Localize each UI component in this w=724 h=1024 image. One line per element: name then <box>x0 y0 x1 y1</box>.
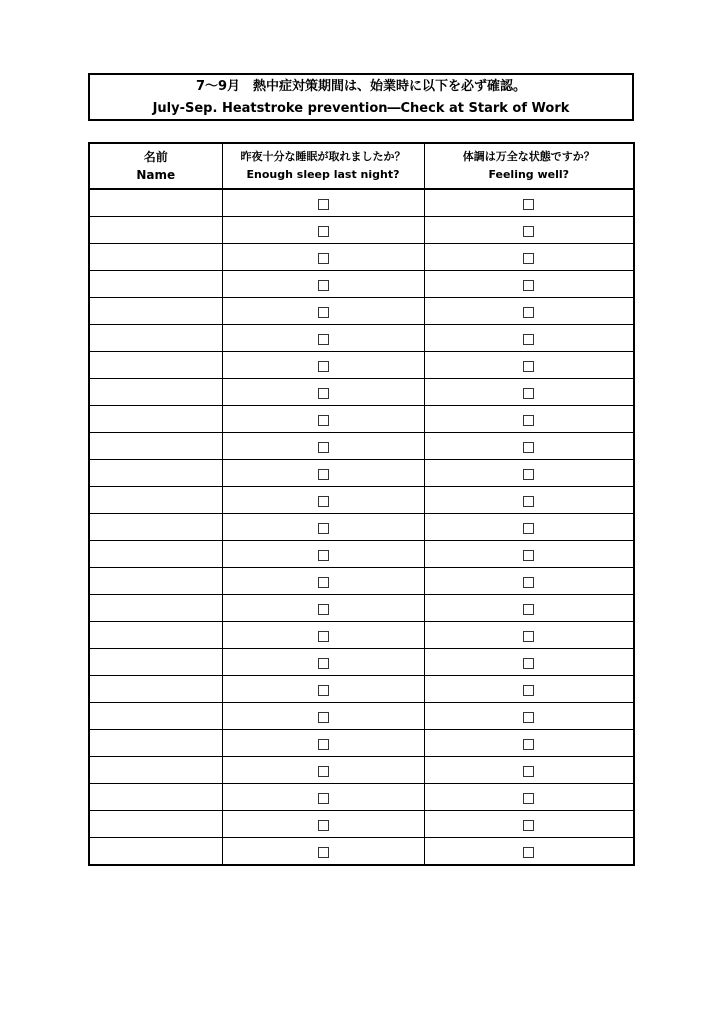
table-row <box>89 189 634 217</box>
feeling-checkbox[interactable] <box>523 307 534 318</box>
sleep-checkbox[interactable] <box>318 253 329 264</box>
sleep-checkbox[interactable] <box>318 496 329 507</box>
feeling-checkbox-cell <box>424 703 634 730</box>
table-row <box>89 244 634 271</box>
table-row <box>89 811 634 838</box>
name-cell[interactable] <box>89 460 222 487</box>
table-row <box>89 730 634 757</box>
table-row <box>89 568 634 595</box>
feeling-checkbox-cell <box>424 514 634 541</box>
table-row <box>89 703 634 730</box>
name-cell[interactable] <box>89 217 222 244</box>
table-row <box>89 622 634 649</box>
name-cell[interactable] <box>89 271 222 298</box>
sleep-checkbox-cell <box>222 189 424 217</box>
feeling-checkbox[interactable] <box>523 442 534 453</box>
column-header-sleep <box>222 143 424 189</box>
table-row <box>89 838 634 866</box>
feeling-checkbox-cell <box>424 325 634 352</box>
feeling-checkbox-cell <box>424 217 634 244</box>
sleep-checkbox-cell <box>222 298 424 325</box>
sleep-checkbox[interactable] <box>318 199 329 210</box>
sleep-checkbox[interactable] <box>318 820 329 831</box>
table-row <box>89 298 634 325</box>
column-header-sleep-ja: 昨夜十分な睡眠が取れましたか？ <box>240 150 406 163</box>
sleep-checkbox[interactable] <box>318 523 329 534</box>
table-row <box>89 514 634 541</box>
table-header-row <box>89 143 634 189</box>
feeling-checkbox[interactable] <box>523 226 534 237</box>
sleep-checkbox-cell <box>222 514 424 541</box>
sleep-checkbox[interactable] <box>318 550 329 561</box>
sleep-checkbox-cell <box>222 217 424 244</box>
sleep-checkbox-cell <box>222 811 424 838</box>
title-japanese: 7～9月 熱中症対策期間は、始業時に以下を必ず確認。 <box>195 79 527 94</box>
name-cell[interactable] <box>89 838 222 866</box>
name-cell[interactable] <box>89 406 222 433</box>
table-row <box>89 379 634 406</box>
sleep-checkbox[interactable] <box>318 415 329 426</box>
name-cell[interactable] <box>89 352 222 379</box>
table-body <box>89 189 634 865</box>
feeling-checkbox-cell <box>424 487 634 514</box>
name-cell[interactable] <box>89 298 222 325</box>
feeling-checkbox-cell <box>424 189 634 217</box>
table-row <box>89 460 634 487</box>
feeling-checkbox[interactable] <box>523 550 534 561</box>
name-cell[interactable] <box>89 784 222 811</box>
table-row <box>89 595 634 622</box>
feeling-checkbox[interactable] <box>523 712 534 723</box>
sleep-checkbox-cell <box>222 595 424 622</box>
column-header-feeling-en: Feeling well? <box>488 168 570 181</box>
feeling-checkbox[interactable] <box>523 388 534 399</box>
table-row <box>89 487 634 514</box>
feeling-checkbox-cell <box>424 406 634 433</box>
sleep-checkbox-cell <box>222 244 424 271</box>
table-row <box>89 784 634 811</box>
name-cell[interactable] <box>89 379 222 406</box>
table-row <box>89 757 634 784</box>
sleep-checkbox-cell <box>222 487 424 514</box>
column-header-name-en: Name <box>136 168 176 182</box>
sleep-checkbox[interactable] <box>318 388 329 399</box>
feeling-checkbox[interactable] <box>523 415 534 426</box>
column-header-name <box>89 143 222 189</box>
feeling-checkbox-cell <box>424 730 634 757</box>
feeling-checkbox-cell <box>424 433 634 460</box>
column-header-feeling-ja: 体調は万全な状態ですか？ <box>462 150 595 163</box>
sleep-checkbox-cell <box>222 649 424 676</box>
feeling-checkbox[interactable] <box>523 766 534 777</box>
column-header-feeling <box>424 143 634 189</box>
feeling-checkbox[interactable] <box>523 280 534 291</box>
sleep-checkbox-cell <box>222 433 424 460</box>
name-cell[interactable] <box>89 703 222 730</box>
name-cell[interactable] <box>89 757 222 784</box>
feeling-checkbox-cell <box>424 271 634 298</box>
table-row <box>89 406 634 433</box>
sleep-checkbox-cell <box>222 730 424 757</box>
sleep-checkbox[interactable] <box>318 739 329 750</box>
sleep-checkbox[interactable] <box>318 307 329 318</box>
sleep-checkbox[interactable] <box>318 712 329 723</box>
feeling-checkbox[interactable] <box>523 604 534 615</box>
name-cell[interactable] <box>89 811 222 838</box>
name-cell[interactable] <box>89 622 222 649</box>
feeling-checkbox-cell <box>424 676 634 703</box>
sleep-checkbox-cell <box>222 541 424 568</box>
feeling-checkbox[interactable] <box>523 469 534 480</box>
sleep-checkbox[interactable] <box>318 280 329 291</box>
feeling-checkbox[interactable] <box>523 820 534 831</box>
sleep-checkbox-cell <box>222 757 424 784</box>
sleep-checkbox[interactable] <box>318 577 329 588</box>
name-cell[interactable] <box>89 244 222 271</box>
name-cell[interactable] <box>89 595 222 622</box>
sleep-checkbox-cell <box>222 622 424 649</box>
sleep-checkbox-cell <box>222 460 424 487</box>
feeling-checkbox-cell <box>424 784 634 811</box>
feeling-checkbox[interactable] <box>523 685 534 696</box>
feeling-checkbox-cell <box>424 838 634 866</box>
sleep-checkbox-cell <box>222 703 424 730</box>
title-box <box>88 73 634 121</box>
table-row <box>89 676 634 703</box>
feeling-checkbox[interactable] <box>523 496 534 507</box>
feeling-checkbox-cell <box>424 595 634 622</box>
name-cell[interactable] <box>89 433 222 460</box>
name-cell[interactable] <box>89 676 222 703</box>
sleep-checkbox[interactable] <box>318 631 329 642</box>
sleep-checkbox[interactable] <box>318 604 329 615</box>
name-cell[interactable] <box>89 730 222 757</box>
feeling-checkbox[interactable] <box>523 793 534 804</box>
sleep-checkbox-cell <box>222 352 424 379</box>
name-cell[interactable] <box>89 189 222 217</box>
feeling-checkbox-cell <box>424 244 634 271</box>
name-cell[interactable] <box>89 325 222 352</box>
feeling-checkbox[interactable] <box>523 361 534 372</box>
table-row <box>89 271 634 298</box>
sleep-checkbox-cell <box>222 784 424 811</box>
feeling-checkbox-cell <box>424 649 634 676</box>
feeling-checkbox-cell <box>424 460 634 487</box>
feeling-checkbox-cell <box>424 568 634 595</box>
name-cell[interactable] <box>89 514 222 541</box>
sleep-checkbox[interactable] <box>318 685 329 696</box>
column-header-sleep-en: Enough sleep last night? <box>246 168 400 181</box>
feeling-checkbox[interactable] <box>523 577 534 588</box>
table-row <box>89 433 634 460</box>
sleep-checkbox[interactable] <box>318 847 329 858</box>
feeling-checkbox-cell <box>424 622 634 649</box>
table-row <box>89 649 634 676</box>
feeling-checkbox[interactable] <box>523 658 534 669</box>
feeling-checkbox[interactable] <box>523 253 534 264</box>
feeling-checkbox[interactable] <box>523 199 534 210</box>
sleep-checkbox[interactable] <box>318 658 329 669</box>
sleep-checkbox-cell <box>222 568 424 595</box>
sleep-checkbox[interactable] <box>318 334 329 345</box>
table-row <box>89 352 634 379</box>
sleep-checkbox[interactable] <box>318 766 329 777</box>
sleep-checkbox-cell <box>222 838 424 866</box>
feeling-checkbox[interactable] <box>523 631 534 642</box>
feeling-checkbox[interactable] <box>523 847 534 858</box>
sleep-checkbox-cell <box>222 406 424 433</box>
sleep-checkbox[interactable] <box>318 469 329 480</box>
checklist-table <box>88 142 635 866</box>
feeling-checkbox-cell <box>424 541 634 568</box>
name-cell[interactable] <box>89 649 222 676</box>
table-row <box>89 541 634 568</box>
feeling-checkbox[interactable] <box>523 334 534 345</box>
sleep-checkbox[interactable] <box>318 442 329 453</box>
name-cell[interactable] <box>89 487 222 514</box>
table-row <box>89 325 634 352</box>
feeling-checkbox[interactable] <box>523 739 534 750</box>
sleep-checkbox-cell <box>222 676 424 703</box>
feeling-checkbox[interactable] <box>523 523 534 534</box>
feeling-checkbox-cell <box>424 352 634 379</box>
name-cell[interactable] <box>89 568 222 595</box>
sleep-checkbox-cell <box>222 271 424 298</box>
sleep-checkbox[interactable] <box>318 793 329 804</box>
name-cell[interactable] <box>89 541 222 568</box>
sleep-checkbox[interactable] <box>318 361 329 372</box>
feeling-checkbox-cell <box>424 811 634 838</box>
title-english: July-Sep. Heatstroke prevention―Check at Stark of Work <box>152 101 570 116</box>
feeling-checkbox-cell <box>424 379 634 406</box>
feeling-checkbox-cell <box>424 298 634 325</box>
column-header-name-ja: 名前 <box>143 150 168 164</box>
sleep-checkbox-cell <box>222 325 424 352</box>
sleep-checkbox[interactable] <box>318 226 329 237</box>
sleep-checkbox-cell <box>222 379 424 406</box>
feeling-checkbox-cell <box>424 757 634 784</box>
table-row <box>89 217 634 244</box>
